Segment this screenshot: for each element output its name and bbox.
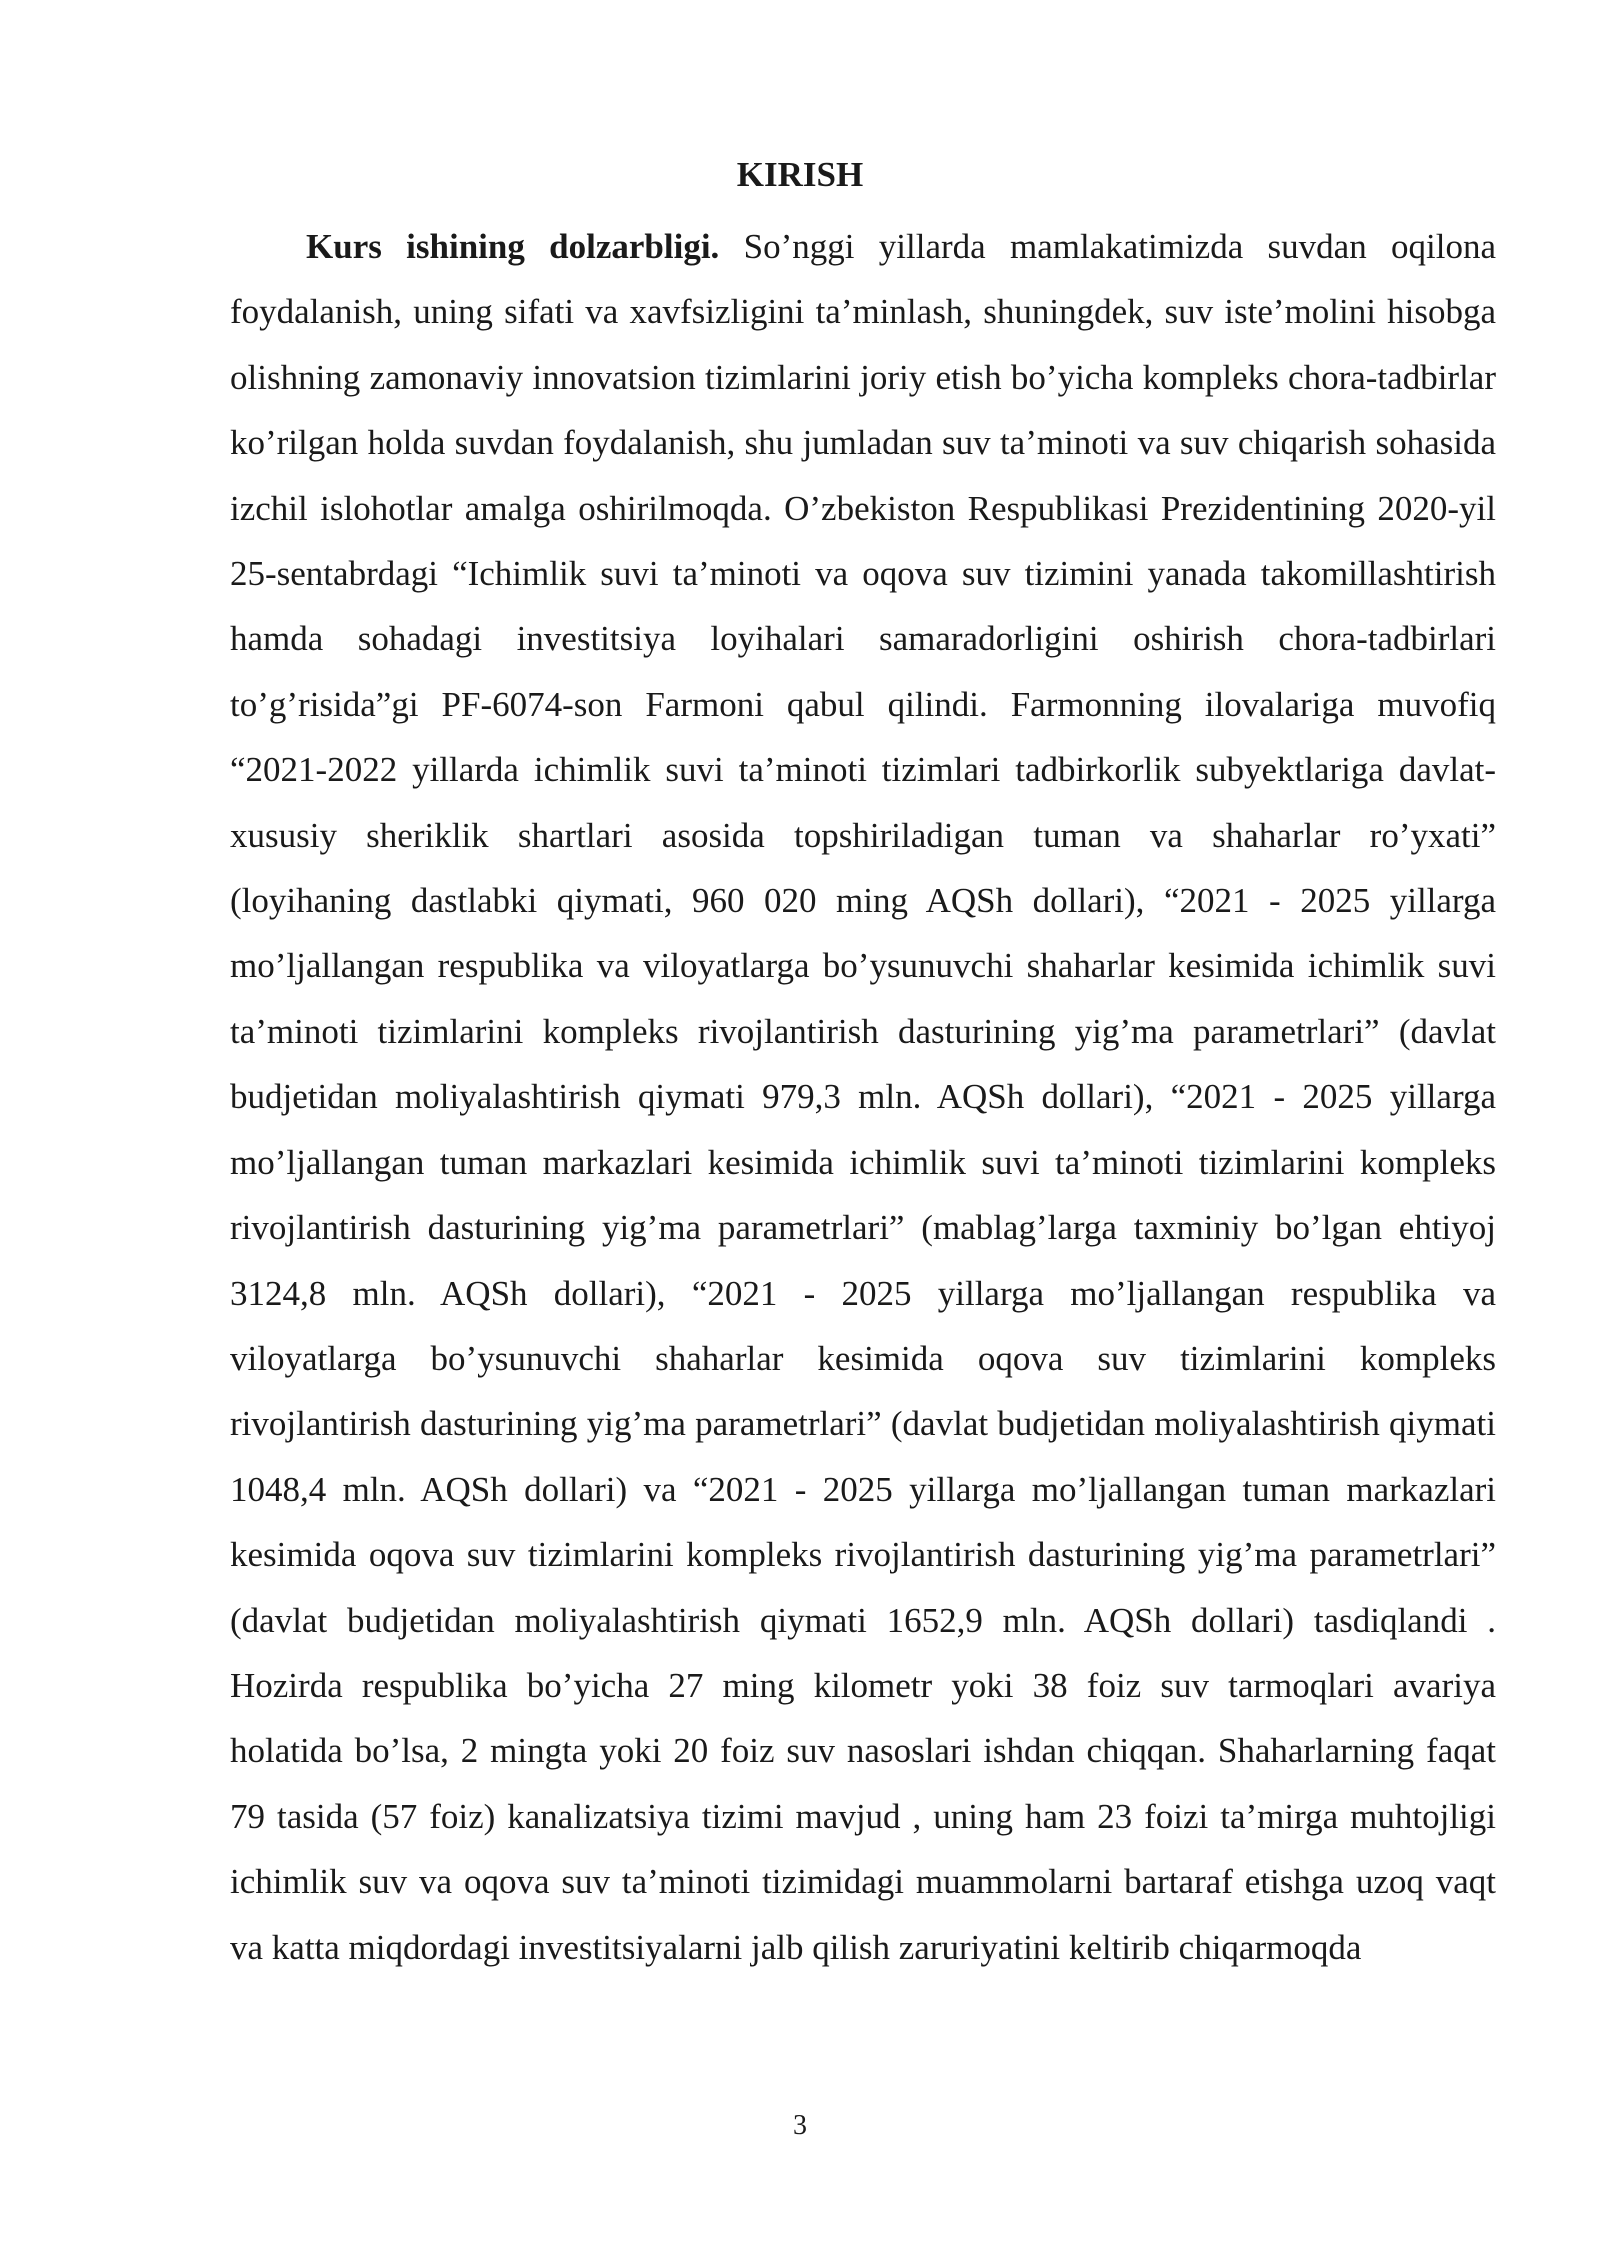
paragraph-lead: Kurs ishining dolzarbligi. [306, 227, 720, 266]
section-heading: KIRISH [736, 155, 864, 194]
paragraph-text: So’nggi yillarda mamlakatimizda suvdan oqilona foydalanish, uning sifati va xavfsizligini ta’minlash, shuningdek, suv iste’molini hisobga olishning zamonaviy innovatsion tizimlarini joriy etish bo’yicha kompleks chora-tadbirlar ko’rilgan holda suvdan foydalanish, shu jumladan suv ta’minoti va suv chiqarish sohasida izchil islohotlar amalga oshirilmoqda. O’zbekiston Respublikasi Prezidentining 2020-yil 25-sentabrdagi “Ichimlik suvi ta’minoti va oqova suv tizimini yanada takomillashtirish hamda sohadagi investitsiya loyihalari samaradorligini oshirish chora-tadbirlari to’g’risida”gi PF-6074-son Farmoni qabul qilindi. Farmonning ilovalariga muvofiq “2021-2022 yillarda ichimlik suvi ta’minoti tizimlari tadbirkorlik subyektlariga davlat-xususiy sheriklik shartlari asosida topshiriladigan tuman va shaharlar ro’yxati” (loyihaning dastlabki qiymati, 960 020 ming AQSh dollari), “2021 - 2025 yillarga mo’ljallangan respublika va viloyatlarga bo’ysunuvchi shaharlar kesimida ichimlik suvi ta’minoti tizimlarini kompleks rivojlantirish dasturining yig’ma parametrlari” (davlat budjetidan moliyalashtirish qiymati 979,3 mln. AQSh dollari), “2021 - 2025 yillarga mo’ljallangan tuman markazlari kesimida ichimlik suvi ta’minoti tizimlarini kompleks rivojlantirish dasturining yig’ma parametrlari” (mablag’larga taxminiy bo’lgan ehtiyoj 3124,8 mln. AQSh dollari), “2021 - 2025 yillarga mo’ljallangan respublika va viloyatlarga bo’ysunuvchi shaharlar kesimida oqova suv tizimlarini kompleks rivojlantirish dasturining yig’ma parametrlari” (davlat budjetidan moliyalashtirish qiymati 1048,4 mln. AQSh dollari) va “2021 - 2025 yillarga mo’ljallangan tuman markazlari kesimida oqova suv tizimlarini kompleks rivojlantirish dasturining yig’ma parametrlari” (davlat budjetidan moliyalashtirish qiymati 1652,9 mln. AQSh dollari) tasdiqlandi . Hozirda respublika bo’yicha 27 ming kilometr yoki 38 foiz suv tarmoqlari avariya holatida bo’lsa, 2 mingta yoki 20 foiz suv nasoslari ishdan chiqqan. Shaharlarning faqat 79 tasida (57 foiz) kanalizatsiya tizimi mavjud , uning ham 23 foizi ta’mirga muhtojligi ichimlik suv va oqova suv ta’minoti tizimidagi muammolarni bartaraf etishga uzoq vaqt va katta miqdordagi investitsiyalarni jalb qilish zaruriyatini keltirib chiqarmoqda [230, 227, 1496, 1967]
page-number: 3 [793, 2110, 807, 2141]
body-paragraph [230, 214, 1496, 1980]
